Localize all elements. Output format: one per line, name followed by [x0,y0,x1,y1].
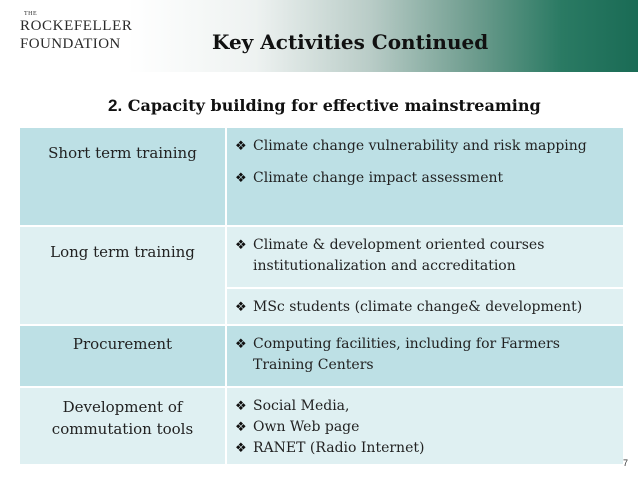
item-text: Climate change vulnerability and risk mapping [253,138,587,154]
table-row [20,388,623,464]
list-item [235,235,617,277]
row-label: Procurement [20,326,225,386]
list-item [235,136,617,157]
list-item [235,396,617,417]
row-content [227,227,623,287]
table-row [20,326,623,386]
subtitle-number: 2. [108,96,123,115]
item-text: Climate change impact assessment [253,170,504,186]
diamond-bullet-icon: ❖ [235,441,247,456]
table-row [20,227,623,324]
item-text: Computing facilities, including for Farmers Training Centers [253,336,560,373]
diamond-bullet-icon: ❖ [235,399,247,414]
diamond-bullet-icon: ❖ [235,238,247,253]
list-item [235,417,617,438]
list-item [235,168,617,189]
table-row [20,128,623,225]
page-number: 7 [622,458,628,468]
row-content [227,326,623,386]
row-label: Long term training [20,227,225,324]
item-text: Social Media, [253,398,350,414]
item-text: Own Web page [253,419,360,435]
list-item [235,438,617,459]
slide-subtitle [108,96,541,116]
list-item [235,334,617,376]
row-content [227,128,623,225]
diamond-bullet-icon: ❖ [235,300,247,315]
row-label: Short term training [20,128,225,225]
logo-foundation: FOUNDATION [20,36,121,52]
diamond-bullet-icon: ❖ [235,337,247,352]
diamond-bullet-icon: ❖ [235,139,247,154]
row-label: Development of commutation tools [20,388,225,464]
diamond-bullet-icon: ❖ [235,420,247,435]
logo-name: ROCKEFELLER [20,18,133,34]
item-text: Climate & development oriented courses institutionalization and accreditation [253,237,545,274]
item-text: MSc students (climate change& development) [253,299,583,315]
subtitle-text: Capacity building for effective mainstreaming [127,96,541,115]
slide-title: Key Activities Continued [212,30,489,54]
row-content [227,388,623,464]
list-item [235,297,617,318]
row-content [227,289,623,324]
logo-the: THE [24,11,38,17]
item-text: RANET (Radio Internet) [253,440,425,456]
diamond-bullet-icon: ❖ [235,171,247,186]
activities-table [20,128,623,464]
